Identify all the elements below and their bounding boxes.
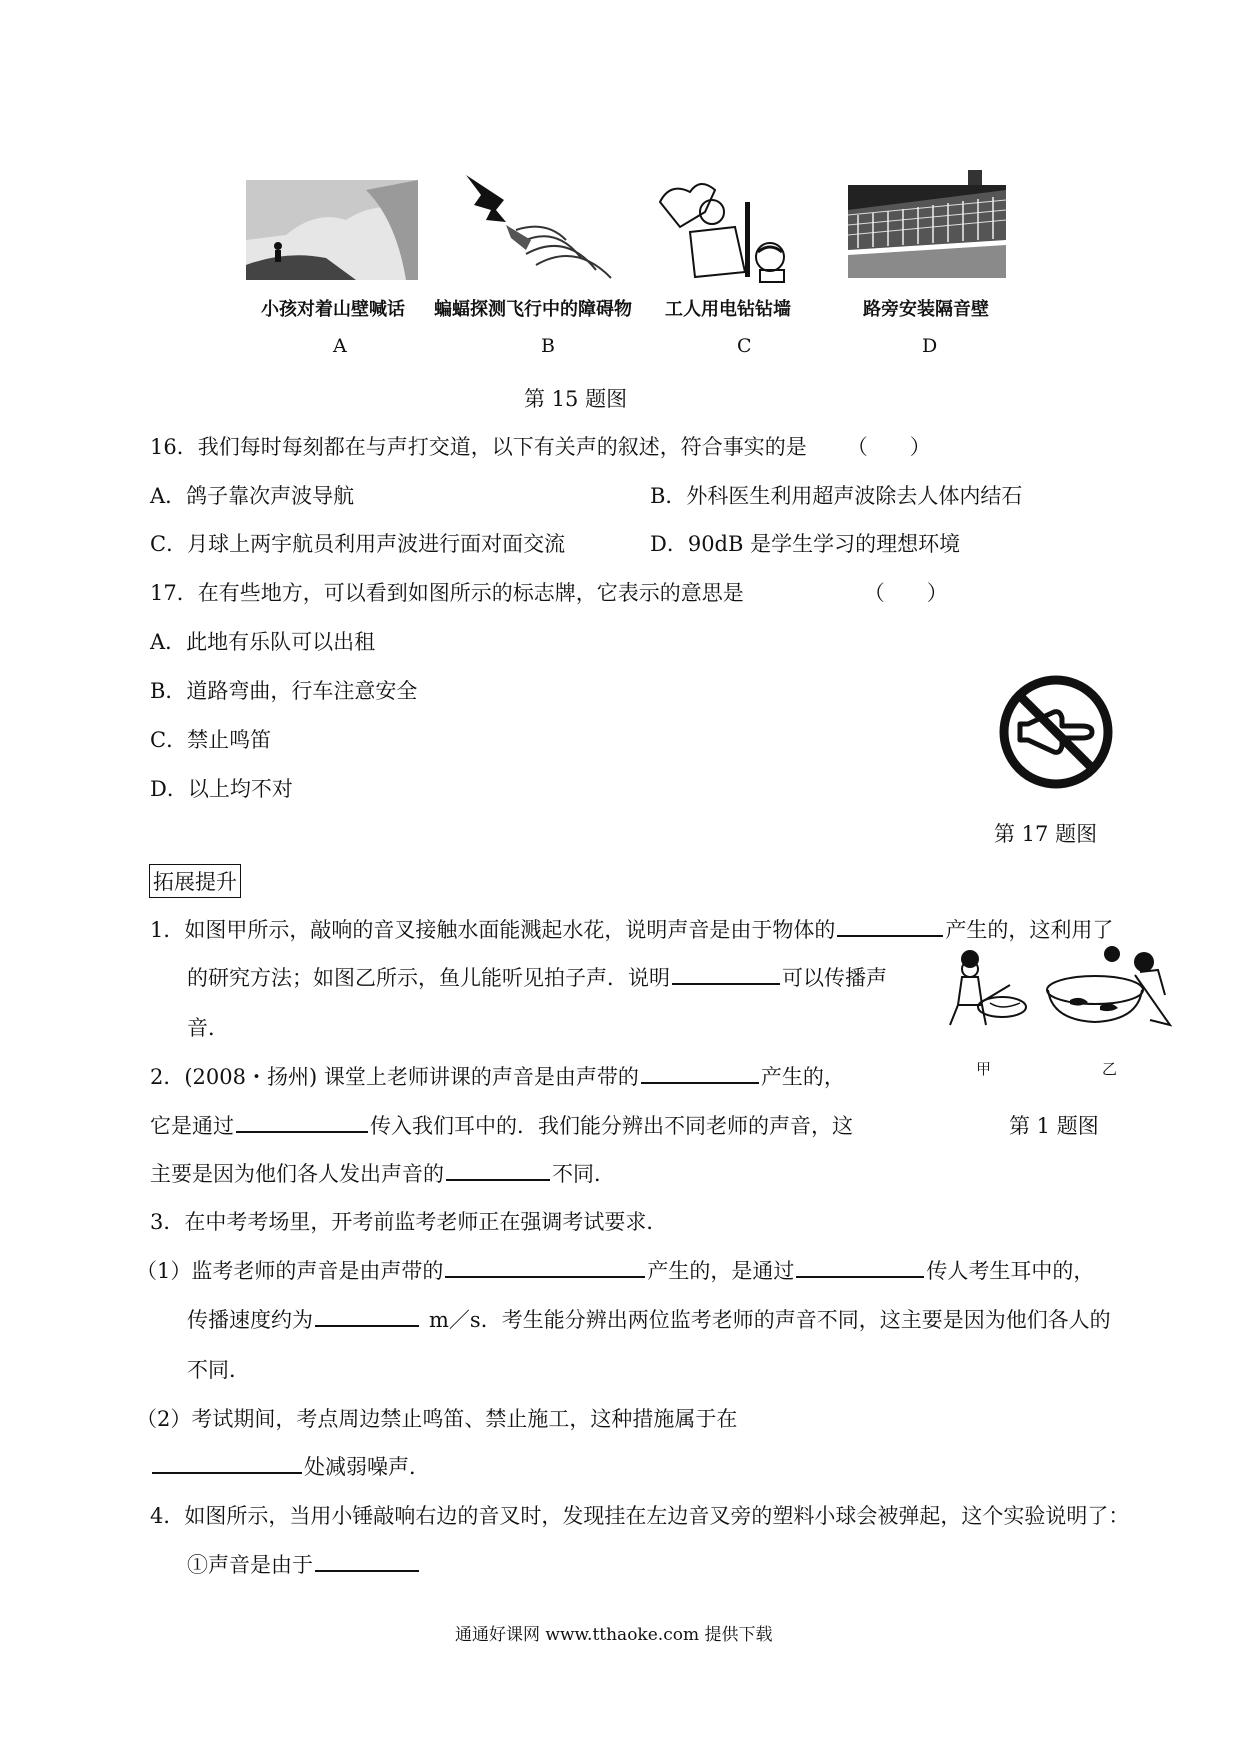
p3-text-2c: 传人考生耳中的，	[926, 1259, 1095, 1283]
fig15-caption-c: 工人用电钻钻墙	[665, 299, 791, 320]
q17-stem-text: 17．在有些地方，可以看到如图所示的标志牌，它表示的意思是	[150, 581, 744, 605]
p2-text-2b: 传入我们耳中的．我们能分辨出不同老师的声音，这	[370, 1114, 853, 1138]
p4-line-2	[187, 1549, 421, 1579]
p3-line-1: 3．在中考考场里，开考前监考老师正在强调考试要求．	[150, 1210, 668, 1234]
worker-drilling-image	[650, 172, 800, 284]
p4-blank-1[interactable]	[315, 1552, 419, 1572]
p1-line-1	[150, 914, 1113, 944]
p2-text-2a: 它是通过	[150, 1114, 234, 1138]
p1-fig-label-jia: 甲	[976, 1060, 992, 1078]
p3-text-3b: m／s．考生能分辨出两位监考老师的声音不同，这主要是因为他们各人的	[429, 1308, 1111, 1332]
q17-option-a: A．此地有乐队可以出租	[150, 630, 376, 654]
p2-text-3a: 主要是因为他们各人发出声音的	[150, 1162, 444, 1186]
q17-answer-paren: （ ）	[863, 581, 948, 605]
fig15-caption-b: 蝙蝠探测飞行中的障碍物	[434, 299, 632, 320]
q17-option-b: B．道路弯曲，行车注意安全	[150, 679, 418, 703]
p2-line-1	[150, 1061, 845, 1091]
p2-blank-3[interactable]	[446, 1161, 550, 1181]
p1-blank-2[interactable]	[672, 965, 780, 985]
p3-line-4: 不同．	[187, 1358, 250, 1382]
q16-option-a: A．鸽子靠次声波导航	[150, 484, 355, 508]
q16-stem	[150, 431, 931, 461]
p2-blank-1[interactable]	[641, 1064, 759, 1084]
p1-fig-label-yi: 乙	[1102, 1060, 1118, 1078]
fish-bowl-figure-icon	[1040, 940, 1175, 1035]
q16-answer-paren: （ ）	[846, 435, 931, 459]
q17-stem	[150, 577, 948, 607]
p1-text-1b: 产生的，这利用了	[945, 918, 1114, 942]
p3-line-5: （2）考试期间，考点周边禁止鸣笛、禁止施工，这种措施属于在	[136, 1407, 738, 1431]
p3-blank-2[interactable]	[796, 1258, 924, 1278]
p3-blank-4[interactable]	[152, 1454, 302, 1474]
p2-text-1a: 2．(2008・扬州) 课堂上老师讲课的声音是由声带的	[150, 1065, 639, 1089]
p2-text-3b: 不同．	[552, 1162, 615, 1186]
fig15-letter-c: C	[737, 335, 752, 357]
fig15-title: 第 15 题图	[524, 387, 628, 411]
p1-text-1a: 1．如图甲所示，敲响的音叉接触水面能溅起水花，说明声音是由于物体的	[150, 918, 836, 942]
p2-blank-2[interactable]	[236, 1113, 368, 1133]
q16-stem-text: 16．我们每时每刻都在与声打交道，以下有关声的叙述，符合事实的是	[150, 435, 807, 459]
p1-line-3: 音．	[187, 1016, 229, 1040]
p3-text-2a: （1）监考老师的声音是由声带的	[136, 1259, 444, 1283]
page-footer: 通通好课网 www.tthaoke.com 提供下载	[455, 1625, 773, 1645]
p4-line-1: 4．如图所示，当用小锤敲响右边的音叉时，发现挂在左边音叉旁的塑料小球会被弹起，这个实验说明了：	[150, 1504, 1130, 1528]
q17-figure-caption: 第 17 题图	[994, 822, 1098, 846]
p1-blank-1[interactable]	[837, 917, 943, 937]
p3-blank-1[interactable]	[445, 1258, 645, 1278]
fig15-letter-a: A	[333, 335, 347, 357]
p3-text-2b: 产生的，是通过	[647, 1259, 795, 1283]
child-shouting-image	[246, 180, 418, 280]
tuning-fork-figure-icon	[940, 945, 1030, 1035]
fig15-letter-d: D	[922, 335, 938, 357]
p3-blank-3[interactable]	[315, 1307, 419, 1327]
p3-text-6: 处减弱噪声．	[304, 1455, 430, 1479]
bat-sonar-image	[456, 170, 646, 280]
no-horn-sign-icon	[996, 672, 1116, 792]
p3-text-3a: 传播速度约为	[187, 1308, 313, 1332]
fig15-letter-b: B	[541, 335, 555, 357]
q16-option-d: D．90dB 是学生学习的理想环境	[650, 532, 961, 556]
p1-text-2b: 可以传播声	[782, 966, 887, 990]
p3-line-2	[136, 1255, 1094, 1285]
p1-text-2a: 的研究方法；如图乙所示，鱼儿能听见拍子声．说明	[187, 966, 670, 990]
p3-line-3	[187, 1304, 1111, 1334]
q17-option-c: C．禁止鸣笛	[150, 728, 272, 752]
q16-option-c: C．月球上两宇航员利用声波进行面对面交流	[150, 532, 566, 556]
p2-line-2	[150, 1110, 853, 1140]
p1-line-2	[187, 962, 887, 992]
section-title: 拓展提升	[149, 864, 241, 898]
p2-line-3	[150, 1158, 615, 1188]
p4-text-2: ①声音是由于	[187, 1553, 313, 1577]
p3-line-6	[150, 1451, 430, 1481]
q17-option-d: D．以上均不对	[150, 777, 293, 801]
fig15-caption-d: 路旁安装隔音壁	[863, 299, 989, 320]
p2-text-1b: 产生的，	[760, 1065, 845, 1089]
p1-figure-caption: 第 1 题图	[1009, 1114, 1099, 1138]
fig15-caption-a: 小孩对着山壁喊话	[261, 299, 405, 320]
sound-barrier-image	[848, 170, 1006, 278]
q16-option-b: B．外科医生利用超声波除去人体内结石	[650, 484, 1023, 508]
